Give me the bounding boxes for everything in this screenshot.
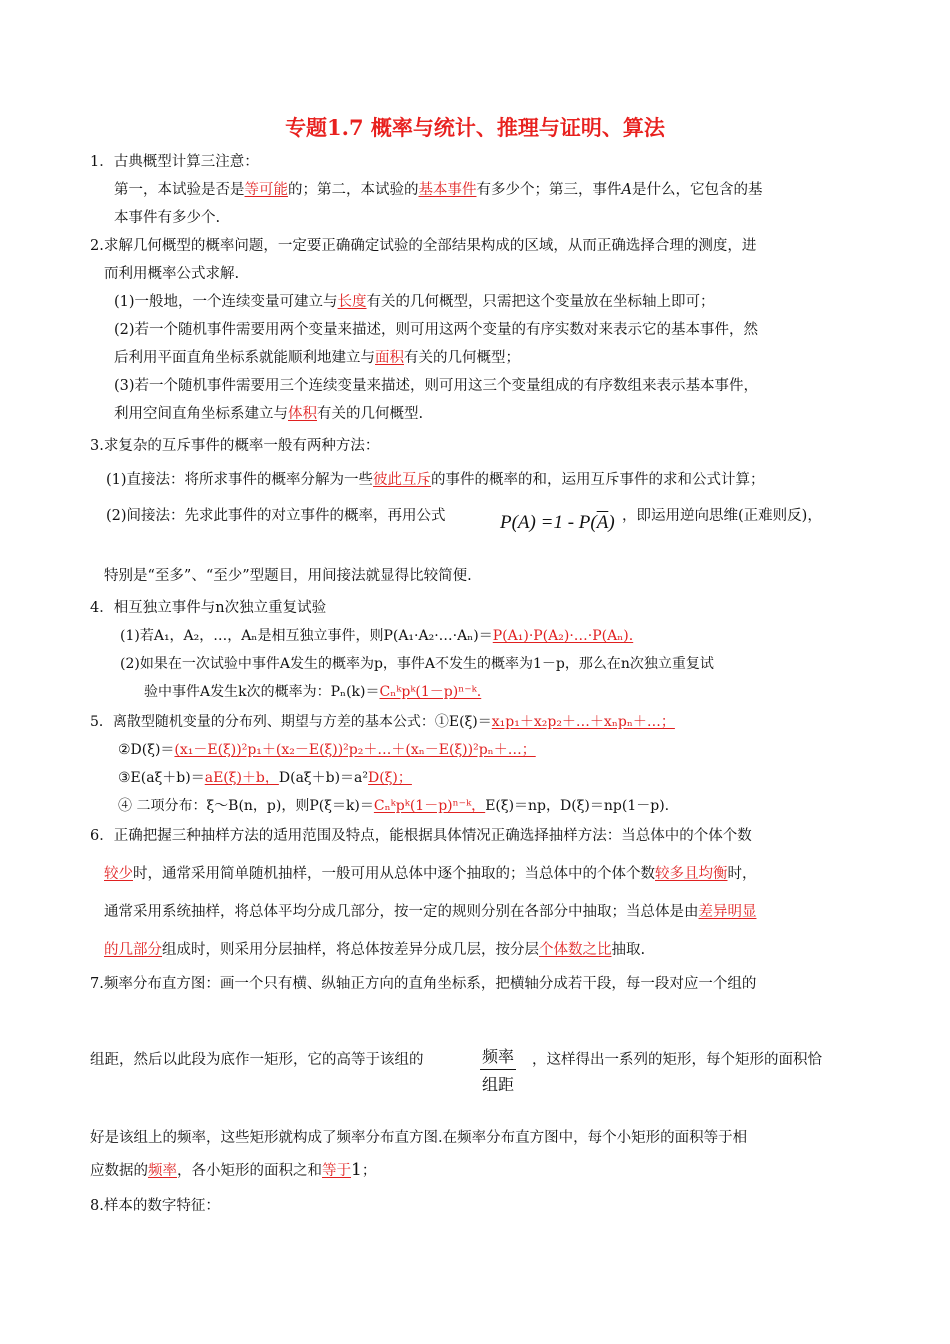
highlight-expectation: x₁p₁＋x₂p₂＋…＋xₙpₙ＋…； — [491, 714, 675, 730]
section-1-line-1: 第一，本试验是否是等可能的；第二，本试验的基本事件有多少个；第三，事件A是什么，它包含的基 — [114, 182, 763, 198]
highlight-linear-variance: D(ξ)； — [368, 770, 412, 786]
complement-formula: $P(A) =1 - P(\overline{A})$ — [500, 512, 615, 533]
highlight-volume: 体积 — [288, 406, 317, 422]
section-2-heading: 2.求解几何概型的概率问题，一定要正确确定试验的全部结果构成的区域，从而正确选择合理的测度，进 — [90, 238, 757, 254]
section-2-item-2: (2)若一个随机事件需要用两个变量来描述，则可用这两个变量的有序实数对来表示它的基本事件，然 — [114, 322, 759, 338]
section-3-item-1: (1)直接法：将所求事件的概率分解为一些彼此互斥的事件的概率的和，运用互斥事件的求和公式计算； — [106, 472, 765, 488]
section-7-line-4: 应数据的频率，各小矩形的面积之和等于1； — [90, 1160, 377, 1180]
section-3-item-2-cont: ，即运用逆向思维(正难则反)， — [622, 508, 822, 524]
highlight-length: 长度 — [337, 294, 367, 310]
highlight-several-parts: 的几部分 — [104, 942, 162, 958]
section-6-line-4: 的几部分组成时，则采用分层抽样，将总体按差异分成几层，按分层个体数之比抽取. — [104, 942, 646, 958]
section-6-line-3: 通常采用系统抽样，将总体平均分成几部分，按一定的规则分别在各部分中抽取；当总体是由差异明显 — [104, 904, 757, 920]
section-3-note: 特别是“至多”、“至少”型题目，用间接法就显得比较简便. — [104, 568, 472, 584]
highlight-distinct: 差异明显 — [698, 904, 757, 920]
section-4-item-1: (1)若A₁，A₂，…，Aₙ是相互独立事件，则P(A₁·A₂·…·Aₙ)＝P(A₁)·P(A₂)·…·P(Aₙ). — [120, 628, 634, 644]
section-2-item-3: (3)若一个随机事件需要用三个连续变量来描述，则可用这三个变量组成的有序数组来表示基本事件， — [114, 378, 759, 394]
fraction-numerator: 频率 — [480, 1044, 516, 1070]
section-2-item-1: (1)一般地，一个连续变量可建立与长度有关的几何概型，只需把这个变量放在坐标轴上即可； — [114, 294, 715, 310]
section-4-item-2-cont: 验中事件A发生k次的概率为：Pₙ(k)＝Cₙᵏpᵏ(1－p)ⁿ⁻ᵏ. — [144, 684, 482, 700]
section-7-line-2b: ，这样得出一系列的矩形，每个矩形的面积恰 — [532, 1052, 822, 1068]
highlight-binomial-prob: Cₙᵏpᵏ(1－p)ⁿ⁻ᵏ. — [379, 684, 482, 700]
section-2-heading-cont: 而利用概率公式求解. — [104, 266, 240, 282]
section-3-heading: 3.求复杂的互斥事件的概率一般有两种方法： — [90, 438, 380, 454]
highlight-equals: 等于 — [322, 1163, 351, 1179]
section-4-item-2: (2)如果在一次试验中事件A发生的概率为p，事件A不发生的概率为1－p，那么在n次独立重复试 — [120, 656, 714, 672]
highlight-variance: (x₁－E(ξ))²p₁＋(x₂－E(ξ))²p₂＋…＋(xₙ－E(ξ))²pₙ＋…； — [174, 742, 536, 758]
highlight-area: 面积 — [375, 350, 404, 366]
highlight-ratio: 个体数之比 — [539, 942, 612, 958]
section-7-line-3: 好是该组上的频率，这些矩形就构成了频率分布直方图.在频率分布直方图中，每个小矩形的面积等于相 — [90, 1130, 748, 1146]
highlight-binomial-pmf: Cₙᵏpᵏ(1－p)ⁿ⁻ᵏ， — [373, 798, 486, 814]
section-5-linear: ③E(aξ＋b)＝aE(ξ)＋b，D(aξ＋b)＝a²D(ξ)； — [118, 770, 412, 786]
section-1-heading: 1．古典概型计算三注意： — [90, 154, 259, 170]
section-6-line-2: 较少时，通常采用简单随机抽样，一般可用从总体中逐个抽取的；当总体中的个体个数较多且均衡时， — [104, 866, 757, 882]
section-4-heading: 4．相互独立事件与n次独立重复试验 — [90, 600, 327, 616]
highlight-equally-likely: 等可能 — [244, 182, 288, 198]
section-3-item-2: (2)间接法：先求此事件的对立事件的概率，再用公式 — [106, 508, 446, 524]
highlight-few: 较少 — [104, 866, 133, 882]
section-8-heading: 8.样本的数字特征： — [90, 1198, 220, 1214]
highlight-basic-event: 基本事件 — [418, 182, 477, 198]
highlight-linear-expectation: aE(ξ)＋b， — [204, 770, 279, 786]
section-6-line-1: 6．正确把握三种抽样方法的适用范围及特点，能根据具体情况正确选择抽样方法：当总体中的个体个数 — [90, 828, 752, 844]
section-2-item-3-cont: 利用空间直角坐标系建立与体积有关的几何概型. — [114, 406, 424, 422]
section-5-variance: ②D(ξ)＝(x₁－E(ξ))²p₁＋(x₂－E(ξ))²p₂＋…＋(xₙ－E(ξ))²pₙ＋…； — [118, 742, 536, 758]
fraction-denominator: 组距 — [482, 1075, 515, 1094]
highlight-mutually-exclusive: 彼此互斥 — [373, 472, 432, 488]
section-5-binomial: ④ 二项分布：ξ～B(n，p)，则P(ξ＝k)＝Cₙᵏpᵏ(1－p)ⁿ⁻ᵏ，E(ξ)＝np，D(ξ)＝np(1－p). — [118, 798, 670, 814]
page-title: 专题1.7 概率与统计、推理与证明、算法 — [285, 115, 665, 140]
frequency-per-width-fraction — [480, 1044, 516, 1095]
highlight-many-balanced: 较多且均衡 — [655, 866, 728, 882]
section-7-line-1: 7.频率分布直方图：画一个只有横、纵轴正方向的直角坐标系，把横轴分成若干段，每一段对应一个组的 — [90, 976, 757, 992]
section-1-line-2: 本事件有多少个. — [114, 210, 221, 226]
highlight-product-rule: P(A₁)·P(A₂)·…·P(Aₙ). — [492, 628, 634, 644]
section-2-item-2-cont: 后利用平面直角坐标系就能顺利地建立与面积有关的几何概型； — [114, 350, 520, 366]
section-5-heading: 5．离散型随机变量的分布列、期望与方差的基本公式：①E(ξ)＝x₁p₁＋x₂p₂＋…＋xₙpₙ＋…； — [90, 714, 675, 730]
highlight-frequency: 频率 — [148, 1163, 177, 1179]
section-7-line-2a: 组距，然后以此段为底作一矩形，它的高等于该组的 — [90, 1052, 424, 1068]
